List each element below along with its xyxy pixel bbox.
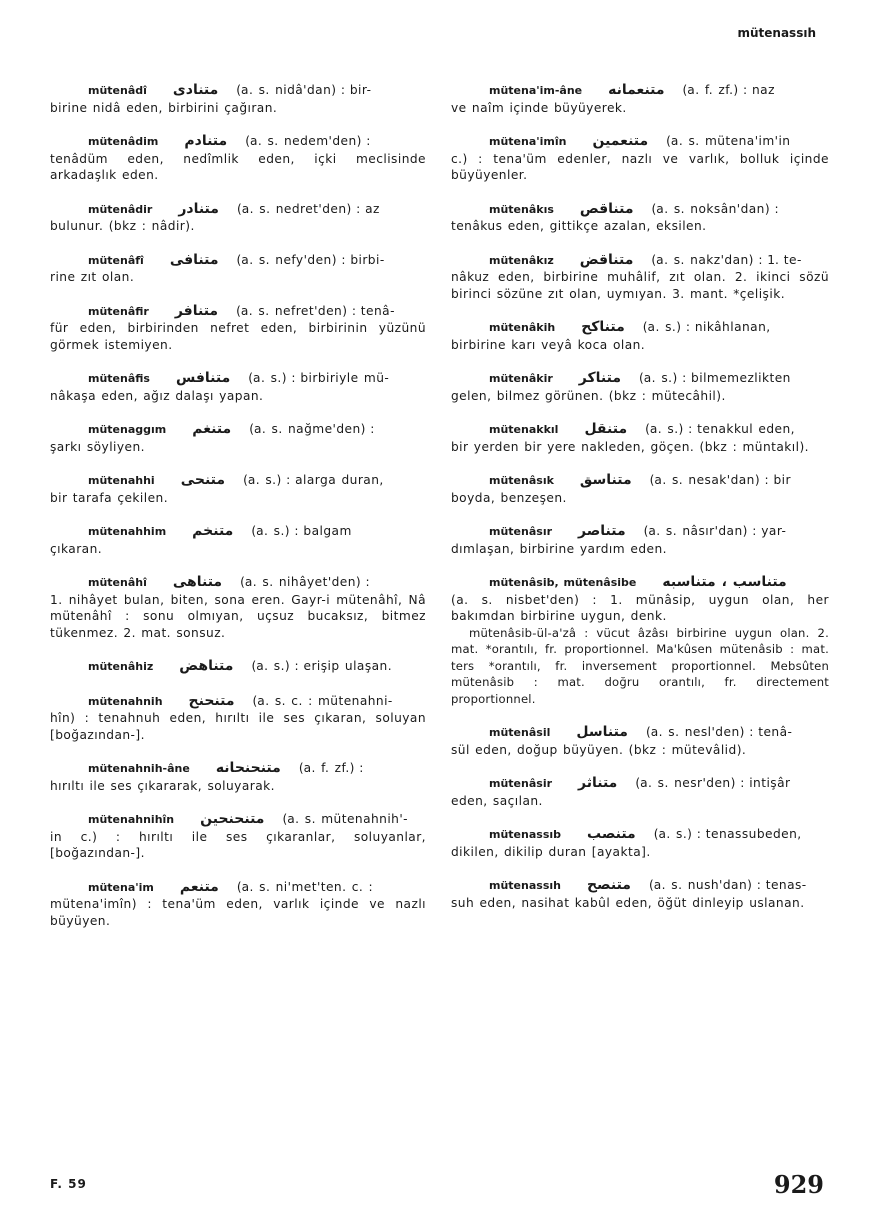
- entry-head-line: [50, 201, 426, 219]
- ottoman-script: متناكر: [578, 370, 621, 386]
- entry-grammar: (a. s.) : bilmemezlikten: [639, 371, 791, 385]
- ottoman-script: متناثر: [578, 775, 618, 791]
- headword: mütenahnihîn: [88, 813, 175, 826]
- ottoman-script: متناسق: [579, 472, 632, 488]
- entry-definition: 1. nihâyet bulan, biten, sona eren. Gayr-i mütenâhî, Nâ mütenâhî : sonu olmıyan, uçsuz bucaksız, bitmez tükenmez. 2. mat. sonsuz.: [50, 592, 426, 640]
- entry-head-line: [50, 303, 426, 321]
- entry-head-line: [451, 82, 829, 100]
- ottoman-script: متناقص: [579, 200, 634, 217]
- entry-definition: boyda, benzeşen.: [451, 490, 567, 505]
- headword: mütenâkih: [489, 321, 556, 334]
- entry-grammar: (a. s.) : tenassubeden,: [653, 827, 802, 841]
- entry-head-line: [451, 421, 829, 439]
- headword: mütenâdir: [88, 202, 153, 216]
- headword: mütenâsır: [489, 525, 553, 538]
- ottoman-script: متنافس: [175, 370, 231, 386]
- subentry-text: mütenâsib-ül-a'zâ : vücut âzâsı birbirine uygun olan. 2. mat. *orantılı, fr. proportionnel. Ma'kûsen mütenâsib : mat. ters *orantılı, fr. inversement proportionnel. Mebsûten mütenâsib : mat. doğru orantılı, fr. directement proportionnel.: [451, 625, 829, 706]
- entry-grammar: (a. s. ni'met'ten. c. :: [236, 879, 374, 894]
- headword: mütenâfis: [88, 372, 150, 385]
- headword: mütenassıb: [489, 828, 562, 841]
- headword: mütenakkıl: [489, 423, 559, 436]
- dictionary-entry: [50, 760, 426, 794]
- entry-grammar: (a. s. nihâyet'den) :: [240, 575, 370, 589]
- entry-definition: bir yerden bir yere nakleden, göçen. (bkz : müntakıl).: [451, 439, 810, 454]
- dictionary-entry: [50, 421, 426, 455]
- entry-definition: eden, saçılan.: [451, 793, 543, 808]
- entry-definition: c.) : tena'üm edenler, nazlı ve varlık, bolluk içinde büyüyenler.: [451, 151, 829, 182]
- running-head: mütenassıh: [737, 26, 816, 40]
- dictionary-entry: [50, 658, 426, 676]
- dictionary-entry: [50, 370, 426, 404]
- ottoman-script: متنعمين: [592, 133, 649, 149]
- entry-head-line: [451, 133, 829, 151]
- entry-definition: tenâkus eden, gittikçe azalan, eksilen.: [451, 219, 707, 233]
- entry-definition: nâkuz eden, birbirine muhâlif, zıt olan. 2. ikinci sözü birinci sözüne zıt olan, uymıyan. 3. mant. *çelişik.: [451, 270, 829, 301]
- entry-head-line: [50, 252, 426, 270]
- entry-definition: rine zıt olan.: [50, 270, 135, 284]
- entry-definition: tenâdüm eden, nedîmlik eden, içki meclisinde arkadaşlık eden.: [50, 151, 426, 182]
- entry-head-line: [50, 82, 426, 100]
- dictionary-entry: [451, 133, 829, 184]
- entry-grammar: (a. s.) : alarga duran,: [243, 473, 384, 487]
- entry-definition: hırıltı ile ses çıkararak, soluyarak.: [50, 778, 275, 793]
- entry-grammar: (a. s. nidâ'dan) : bir-: [236, 83, 372, 97]
- dictionary-entry: [451, 201, 829, 235]
- dictionary-entry: [50, 303, 426, 354]
- entry-grammar: (a. f. zf.) :: [298, 761, 364, 775]
- entry-head-line: [451, 724, 829, 742]
- headword: mütena'im-âne: [489, 84, 583, 97]
- entry-head-line: [50, 879, 426, 897]
- entry-grammar: (a. s. nefy'den) : birbi-: [236, 252, 385, 267]
- headword: mütenâfî: [88, 253, 144, 267]
- entry-definition: sül eden, doğup büyüyen. (bkz : mütevâlid).: [451, 742, 747, 757]
- headword: mütenahhi: [88, 474, 155, 487]
- entry-head-line: [451, 319, 829, 337]
- entry-definition: birbirine karı veyâ koca olan.: [451, 337, 646, 352]
- ottoman-script: متنخم: [192, 523, 234, 539]
- headword: mütena'im: [88, 880, 154, 894]
- entry-head-line: [451, 472, 829, 490]
- entry-grammar: (a. s. c. : mütenahni-: [252, 693, 393, 708]
- headword: mütenâsib, mütenâsibe: [489, 576, 637, 589]
- ottoman-script: متناهض: [179, 658, 234, 674]
- entry-definition: çıkaran.: [50, 541, 103, 556]
- entry-head-line: [50, 574, 426, 592]
- dictionary-entry: [50, 472, 426, 506]
- dictionary-entry: [451, 252, 829, 303]
- ottoman-script: متنصب: [587, 826, 636, 842]
- printer-signature: F. 59: [50, 1177, 87, 1191]
- dictionary-entry: [50, 523, 426, 557]
- entry-grammar: (a. s. noksân'dan) :: [651, 201, 779, 216]
- entry-head-line: [451, 826, 829, 844]
- dictionary-entry: [50, 252, 426, 286]
- entry-head-line: [451, 877, 829, 895]
- entry-head-line: [50, 370, 426, 388]
- entry-head-line: [50, 523, 426, 541]
- dictionary-entry: [50, 133, 426, 184]
- ottoman-script: متناقض: [579, 251, 634, 268]
- headword: mütenâhiz: [88, 660, 154, 673]
- entry-head-line: [451, 252, 829, 270]
- entry-grammar: (a. s. nesr'den) : intişâr: [635, 776, 791, 790]
- ottoman-script: متناسل: [576, 724, 628, 740]
- entry-definition: bulunur. (bkz : nâdir).: [50, 219, 195, 233]
- entry-head-line: [451, 775, 829, 793]
- ottoman-script: متنافر: [174, 302, 219, 319]
- headword: mütenâhî: [88, 576, 147, 589]
- dictionary-entry: [451, 724, 829, 758]
- headword: mütenâsık: [489, 474, 554, 487]
- entry-definition: ve naîm içinde büyüyerek.: [451, 100, 627, 115]
- dictionary-entry: [50, 574, 426, 641]
- entry-head-line: [50, 133, 426, 151]
- entry-definition: dımlaşan, birbirine yardım eden.: [451, 541, 667, 556]
- entry-grammar: (a. s.) : nikâhlanan,: [642, 320, 771, 334]
- entry-grammar: (a. s. nefret'den) : tenâ-: [236, 303, 395, 318]
- entry-definition: bir tarafa çekilen.: [50, 490, 169, 505]
- entry-head-line: [50, 658, 426, 676]
- entry-grammar: (a. s. nâsır'dan) : yar-: [643, 524, 787, 538]
- headword: mütenâkir: [489, 372, 553, 385]
- headword: mütenâsir: [489, 777, 553, 790]
- entry-grammar: (a. s. nağme'den) :: [249, 422, 375, 436]
- entry-head-line: [50, 693, 426, 711]
- dictionary-entry: [50, 201, 426, 235]
- ottoman-script: متنعم: [179, 878, 219, 895]
- ottoman-script: متنافى: [169, 251, 219, 268]
- entry-definition: suh eden, nasihat kabûl eden, öğüt dinleyip uslanan.: [451, 895, 805, 910]
- headword: mütenassıh: [489, 879, 561, 892]
- entry-definition: birine nidâ eden, birbirini çağıran.: [50, 100, 278, 115]
- ottoman-script: متنحى: [180, 472, 226, 488]
- entry-definition: mütena'imîn) : tena'üm eden, varlık içinde ve nazlı büyüyen.: [50, 897, 426, 928]
- dictionary-entry: [451, 877, 829, 911]
- dictionary-entry: [451, 574, 829, 707]
- entry-head-line: [50, 472, 426, 490]
- ottoman-script: متناكح: [581, 319, 625, 335]
- headword: mütenâfir: [88, 304, 149, 318]
- dictionary-entry: [451, 826, 829, 860]
- entry-definition: nâkaşa eden, ağız dalaşı yapan.: [50, 388, 264, 403]
- entry-grammar: (a. s.) : birbiriyle mü-: [248, 371, 390, 385]
- headword: mütenâdim: [88, 135, 159, 148]
- entry-head-line: [50, 760, 426, 778]
- dictionary-entry: [451, 472, 829, 506]
- entry-grammar: (a. s. mütena'im'in: [666, 134, 791, 148]
- headword: mütena'imîn: [489, 135, 567, 148]
- entry-definition: für eden, birbirinden nefret eden, birbirinin yüzünü görmek istemiyen.: [50, 321, 426, 352]
- ottoman-script: متنحنحين: [200, 811, 265, 827]
- dictionary-entry: [50, 693, 426, 744]
- dictionary-entry: [50, 811, 426, 862]
- entry-head-line: [50, 811, 426, 829]
- entry-head-line: [451, 370, 829, 388]
- ottoman-script: متنعمانه: [608, 82, 665, 98]
- entry-definition: (a. s. nisbet'den) : 1. münâsip, uygun olan, her bakımdan birbirine uygun, denk.: [451, 592, 829, 623]
- headword: mütenahhim: [88, 525, 167, 538]
- entry-grammar: (a. s. nakz'dan) : 1. te-: [651, 252, 802, 267]
- headword: mütenâkız: [489, 253, 554, 267]
- dictionary-entry: [451, 370, 829, 404]
- headword: mütenaggım: [88, 423, 167, 436]
- entry-grammar: (a. s. nesl'den) : tenâ-: [645, 725, 793, 739]
- entry-grammar: (a. s.) : tenakkul eden,: [645, 422, 795, 436]
- entry-definition: hîn) : tenahnuh eden, hırıltı ile ses çıkaran, soluyan [boğazından-].: [50, 711, 426, 742]
- entry-definition: gelen, bilmez görünen. (bkz : mütecâhil).: [451, 388, 726, 403]
- entry-head-line: [50, 421, 426, 439]
- ottoman-script: متنغم: [192, 421, 232, 437]
- ottoman-script: متنادر: [178, 200, 219, 217]
- entry-grammar: (a. s.) : erişip ulaşan.: [251, 659, 393, 673]
- entry-grammar: (a. s. mütenahnih'-: [282, 812, 408, 826]
- headword: mütenâsil: [489, 726, 551, 739]
- ottoman-script: متناسب ، متناسبه: [662, 574, 787, 590]
- headword: mütenâdî: [88, 84, 147, 97]
- entry-head-line: [451, 523, 829, 541]
- dictionary-entry: [451, 82, 829, 116]
- headword: mütenahnih: [88, 694, 163, 708]
- ottoman-script: متنادم: [184, 133, 228, 149]
- dictionary-entry: [451, 319, 829, 353]
- right-column: [451, 82, 829, 928]
- entry-grammar: (a. s. nedem'den) :: [245, 134, 371, 148]
- entry-head-line: [451, 574, 829, 592]
- ottoman-script: متناهى: [172, 574, 223, 590]
- ottoman-script: متناصر: [578, 523, 626, 539]
- dictionary-entry: [451, 775, 829, 809]
- ottoman-script: متنصح: [586, 877, 631, 893]
- ottoman-script: متنحنحانه: [215, 760, 281, 776]
- dictionary-entry: [50, 82, 426, 116]
- entry-definition: şarkı söyliyen.: [50, 439, 145, 454]
- entry-definition: in c.) : hırıltı ile ses çıkaranlar, soluyanlar, [boğazından-].: [50, 829, 426, 860]
- page-number: 929: [773, 1170, 824, 1199]
- left-column: [50, 82, 426, 946]
- ottoman-script: متنحنح: [188, 692, 235, 709]
- entry-grammar: (a. s. nedret'den) : az: [236, 201, 380, 216]
- entry-definition: dikilen, dikilip duran [ayakta].: [451, 844, 651, 859]
- dictionary-entry: [451, 421, 829, 455]
- dictionary-entry: [451, 523, 829, 557]
- ottoman-script: متنادى: [172, 82, 219, 98]
- headword: mütenahnih-âne: [88, 762, 190, 775]
- entry-grammar: (a. s.) : balgam: [251, 524, 352, 538]
- entry-head-line: [451, 201, 829, 219]
- dictionary-entry: [50, 879, 426, 930]
- entry-grammar: (a. s. nesak'dan) : bir: [649, 473, 791, 487]
- headword: mütenâkıs: [489, 202, 554, 216]
- entry-grammar: (a. f. zf.) : naz: [682, 83, 775, 97]
- entry-grammar: (a. s. nush'dan) : tenas-: [648, 878, 807, 892]
- ottoman-script: متنقل: [584, 421, 628, 437]
